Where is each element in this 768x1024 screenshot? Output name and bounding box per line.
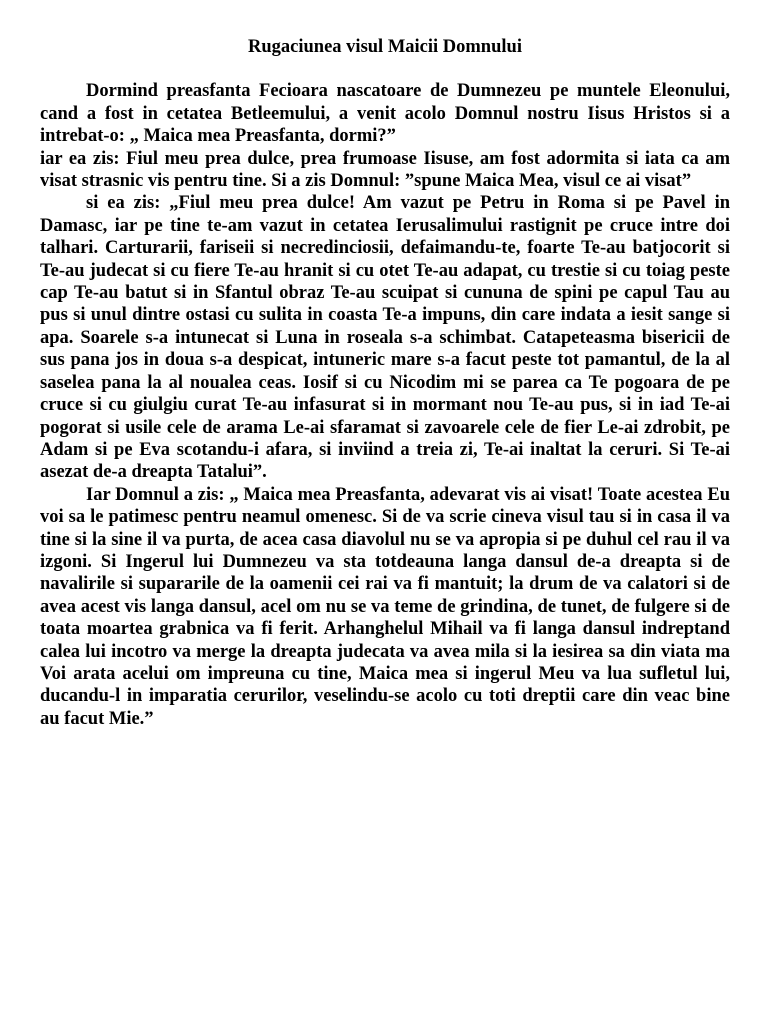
document-page bbox=[40, 36, 730, 730]
paragraph-2: iar ea zis: Fiul meu prea dulce, prea frumoase Iisuse, am fost adormita si iata ca am visat strasnic vis pentru tine. Si a zis Domnul: ”spune Maica Mea, visul ce ai visat” bbox=[40, 148, 730, 192]
document-title: Rugaciunea visul Maicii Domnului bbox=[248, 37, 522, 57]
paragraph-4: Iar Domnul a zis: „ Maica mea Preasfanta, adevarat vis ai visat! Toate acestea Eu voi sa le patimesc pentru neamul omenesc. Si de va scrie cineva visul tau si in casa il va tine si la sine il va purta, de acea casa diavolul nu se va apropia si pe duhul cel rau il va izgoni. Si Ingerul lui Dumnezeu va sta totdeauna langa dansul de-a dreapta si de navalirile si supararile de la oamenii cei rai va fi mantuit; la drum de va calatori si de avea acest vis langa dansul, acel om nu se va teme de grindina, de tunet, de fulgere si de toata moartea grabnica va fi ferit. Arhanghelul Mihail va fi langa dansul indreptand calea lui incotro va merge la dreapta judecata va avea mila si la iesirea sa din viata ma Voi arata acelui om impreuna cu tine, Maica mea si ingerul Meu va lua sufletul lui, ducandu-l in imparatia cerurilor, veselindu-se acolo cu toti dreptii care din veac bine au facut Mie.” bbox=[40, 484, 730, 729]
paragraph-3: si ea zis: „Fiul meu prea dulce! Am vazut pe Petru in Roma si pe Pavel in Damasc, iar pe tine te-am vazut in cetatea Ierusalimului rastignit pe cruce intre doi talhari. Carturarii, fariseii si necredinciosii, defaimandu-te, foarte Te-au batjocorit si Te-au judecat si cu fiere Te-au hranit si cu otet Te-au adapat, cu trestie si cu toiag peste cap Te-au batut si in Sfantul obraz Te-au scuipat si cununa de spini pe capul Tau au pus si unul dintre ostasi cu sulita in coasta Te-a impuns, din care indata a iesit sange si apa. Soarele s-a intunecat si Luna in roseala s-a schimbat. Catapeteasma bisericii de sus pana jos in doua s-a despicat, intuneric mare s-a facut peste tot pamantul, de la al saselea pana la al noualea ceas. Iosif si cu Nicodim mi se parea ca Te pogoara de pe cruce si cu giulgiu curat Te-au infasurat si in mormant nou Te-au pus, si in iad Te-ai pogorat si usile cele de arama Le-ai sfaramat si zavoarele cele de fier Le-ai zdrobit, pe Adam si pe Eva scotandu-i afara, si inviind a treia zi, Te-ai inaltat la ceruri. Si Te-ai asezat de-a dreapta Tatalui”. bbox=[40, 193, 730, 483]
paragraph-1: Dormind preasfanta Fecioara nascatoare de Dumnezeu pe muntele Eleonului, cand a fost in cetatea Betleemului, a venit acolo Domnul nostru Iisus Hristos si a intrebat-o: „ Maica mea Preasfanta, dormi?” bbox=[40, 81, 730, 147]
